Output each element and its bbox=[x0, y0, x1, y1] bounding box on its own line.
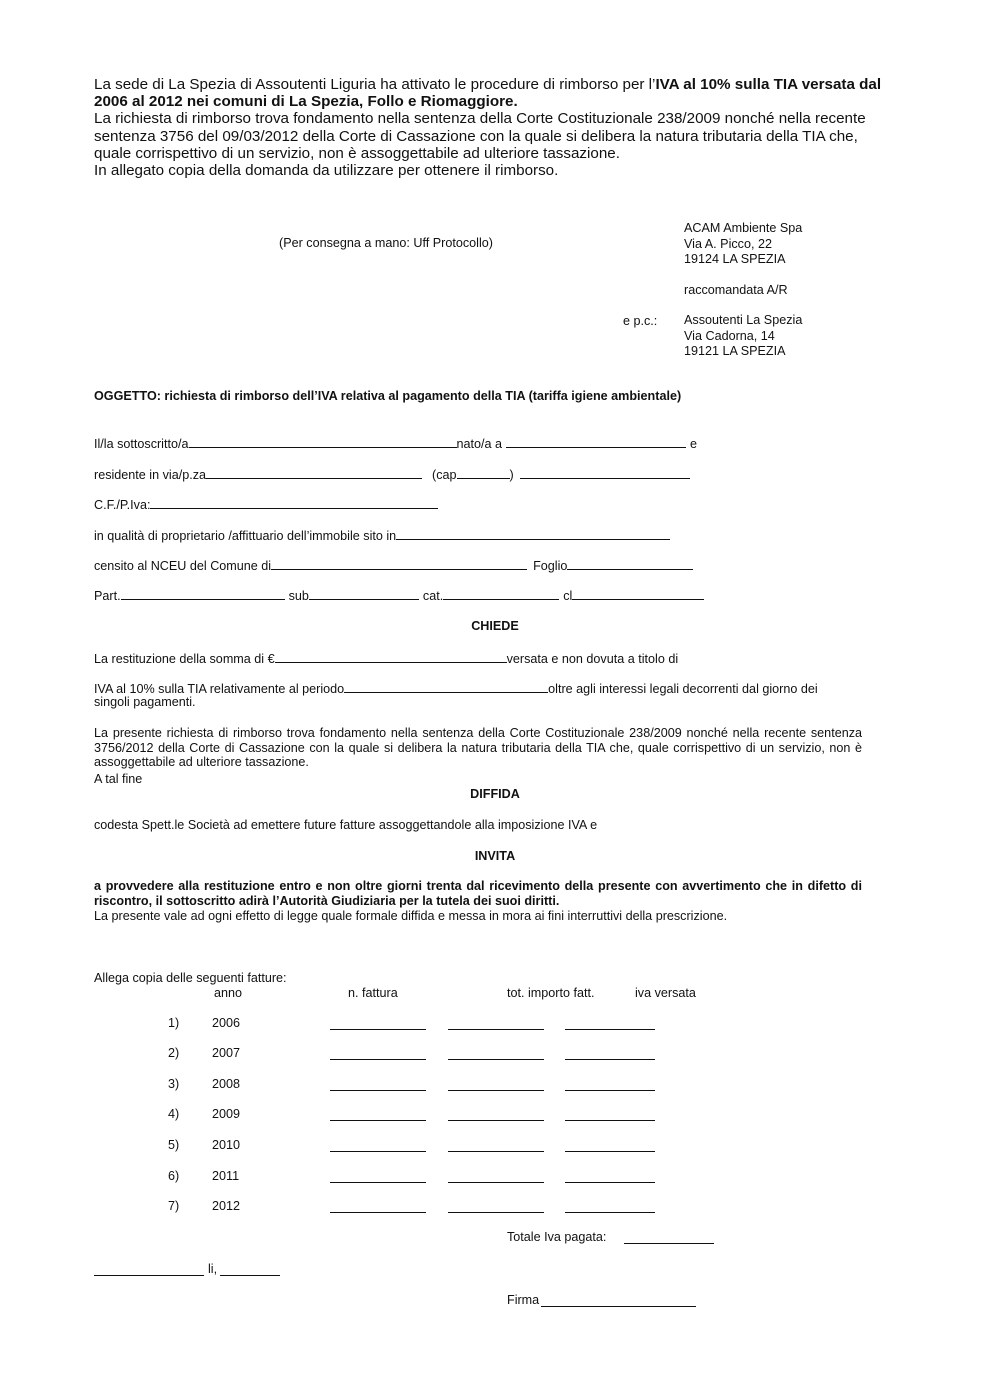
intro-paragraph-2: La richiesta di rimborso trova fondamento nella sentenza della Corte Costituzionale 238/2009 nonché nella recente sentenza 3756 del 09/03/2012 della Corte di Cassazione con la quale si delibera la natura tributaria della TIA che, quale corrispettivo di un servizio, non è assoggettabile ad ulteriore tassazione. bbox=[94, 110, 866, 162]
row-year: 2006 bbox=[212, 1016, 241, 1030]
field-importo[interactable] bbox=[448, 1029, 544, 1030]
form-row-cf bbox=[94, 496, 438, 512]
field-n-fattura[interactable] bbox=[330, 1151, 426, 1152]
label-censito: censito al NCEU del Comune di bbox=[94, 559, 272, 573]
field-n-fattura[interactable] bbox=[330, 1029, 426, 1030]
field-iva[interactable] bbox=[565, 1212, 655, 1213]
field-n-fattura[interactable] bbox=[330, 1212, 426, 1213]
row-number: 7) bbox=[168, 1199, 180, 1213]
field-iva[interactable] bbox=[565, 1120, 655, 1121]
field-somma[interactable] bbox=[275, 650, 507, 663]
label-cat: cat. bbox=[422, 589, 444, 603]
field-residente-extra[interactable] bbox=[520, 466, 690, 479]
heading-invita: INVITA bbox=[474, 849, 516, 863]
field-cl[interactable] bbox=[572, 587, 704, 600]
row-number: 5) bbox=[168, 1138, 180, 1152]
header-importo: tot. importo fatt. bbox=[507, 986, 595, 1000]
row-number: 2) bbox=[168, 1046, 180, 1060]
field-importo[interactable] bbox=[448, 1120, 544, 1121]
label-restituzione: La restituzione della somma di € bbox=[94, 652, 275, 666]
diffida-text: codesta Spett.le Società ad emettere future fatture assoggettandole alla imposizione IVA e bbox=[94, 818, 598, 832]
intro-paragraph-3: In allegato copia della domanda da utilizzare per ottenere il rimborso. bbox=[94, 162, 559, 180]
cc-city: 19121 LA SPEZIA bbox=[684, 344, 786, 358]
recipient-street: Via A. Picco, 22 bbox=[684, 236, 772, 251]
row-number: 1) bbox=[168, 1016, 180, 1030]
totale-iva-label: Totale Iva pagata: bbox=[507, 1230, 607, 1244]
row-number: 4) bbox=[168, 1107, 180, 1121]
field-importo[interactable] bbox=[448, 1182, 544, 1183]
a-tal-fine: A tal fine bbox=[94, 772, 143, 786]
label-firma: Firma bbox=[507, 1293, 540, 1307]
recipient-name: ACAM Ambiente Spa bbox=[684, 221, 803, 235]
field-iva[interactable] bbox=[565, 1059, 655, 1060]
cc-label: e p.c.: bbox=[623, 314, 658, 328]
row-year: 2007 bbox=[212, 1046, 241, 1060]
recipient-city: 19124 LA SPEZIA bbox=[684, 252, 786, 266]
label-nato: nato/a a bbox=[456, 437, 503, 451]
field-n-fattura[interactable] bbox=[330, 1090, 426, 1091]
field-importo[interactable] bbox=[448, 1090, 544, 1091]
row-year: 2010 bbox=[212, 1138, 241, 1152]
delivery-note: (Per consegna a mano: Uff Protocollo) bbox=[279, 236, 493, 250]
heading-diffida: DIFFIDA bbox=[470, 787, 520, 801]
recipient-address bbox=[684, 221, 802, 268]
field-n-fattura[interactable] bbox=[330, 1120, 426, 1121]
field-cat[interactable] bbox=[443, 587, 559, 600]
field-firma[interactable] bbox=[541, 1306, 696, 1307]
field-cap[interactable] bbox=[457, 466, 510, 479]
row-year: 2008 bbox=[212, 1077, 241, 1091]
field-sottoscritto[interactable] bbox=[189, 435, 457, 448]
field-importo[interactable] bbox=[448, 1059, 544, 1060]
singoli-pagamenti: singoli pagamenti. bbox=[94, 695, 196, 709]
form-row-restituzione bbox=[94, 650, 678, 666]
field-periodo[interactable] bbox=[344, 680, 548, 693]
field-importo[interactable] bbox=[448, 1151, 544, 1152]
label-cf: C.F./P.Iva: bbox=[94, 498, 151, 512]
form-row-sottoscritto bbox=[94, 435, 697, 451]
intro-text-bold: IVA al 10% sulla TIA versata dal 2006 al 2012 nei comuni di La Spezia, Follo e Riomaggiore. bbox=[94, 76, 882, 111]
heading-chiede: CHIEDE bbox=[471, 619, 519, 633]
label-cap: (cap bbox=[432, 468, 457, 482]
field-totale-iva[interactable] bbox=[624, 1243, 714, 1244]
invita-paragraph: La presente vale ad ogni effetto di legge quale formale diffida e messa in mora ai fini interruttivi della prescrizione. bbox=[94, 909, 728, 923]
field-nato[interactable] bbox=[506, 435, 686, 448]
subject-line: OGGETTO: richiesta di rimborso dell’IVA relativa al pagamento della TIA (tariffa igiene ambientale) bbox=[94, 389, 682, 403]
field-comune[interactable] bbox=[271, 557, 527, 570]
label-e: e bbox=[690, 437, 698, 451]
intro-text bbox=[94, 76, 884, 179]
label-oltre: oltre agli interessi legali decorrenti dal giorno dei bbox=[548, 682, 818, 696]
cc-name: Assoutenti La Spezia bbox=[684, 313, 803, 327]
field-importo[interactable] bbox=[448, 1212, 544, 1213]
field-iva[interactable] bbox=[565, 1090, 655, 1091]
label-foglio: Foglio bbox=[533, 559, 568, 573]
label-cl: cl bbox=[563, 589, 573, 603]
field-sub[interactable] bbox=[309, 587, 419, 600]
label-qualita: in qualità di proprietario /affittuario dell’immobile sito in bbox=[94, 529, 397, 543]
field-n-fattura[interactable] bbox=[330, 1059, 426, 1060]
field-residente[interactable] bbox=[206, 466, 422, 479]
field-iva[interactable] bbox=[565, 1029, 655, 1030]
field-data[interactable] bbox=[220, 1275, 280, 1276]
form-row-qualita bbox=[94, 527, 670, 543]
cc-street: Via Cadorna, 14 bbox=[684, 328, 775, 343]
label-sub: sub bbox=[288, 589, 309, 603]
allegati-intro: Allega copia delle seguenti fatture: bbox=[94, 971, 287, 985]
field-n-fattura[interactable] bbox=[330, 1182, 426, 1183]
row-number: 6) bbox=[168, 1169, 180, 1183]
field-part[interactable] bbox=[121, 587, 285, 600]
form-row-censito bbox=[94, 557, 693, 573]
row-year: 2009 bbox=[212, 1107, 241, 1121]
label-cap-close: ) bbox=[509, 468, 514, 482]
field-cf[interactable] bbox=[150, 496, 438, 509]
label-versata: versata e non dovuta a titolo di bbox=[506, 652, 679, 666]
field-iva[interactable] bbox=[565, 1182, 655, 1183]
form-row-periodo bbox=[94, 680, 818, 696]
cc-address bbox=[684, 313, 802, 360]
field-iva[interactable] bbox=[565, 1151, 655, 1152]
intro-paragraph-1 bbox=[94, 76, 884, 110]
field-immobile[interactable] bbox=[396, 527, 670, 540]
row-year: 2011 bbox=[212, 1169, 240, 1183]
header-n-fattura: n. fattura bbox=[348, 986, 398, 1000]
row-year: 2012 bbox=[212, 1199, 241, 1213]
form-row-residente bbox=[94, 466, 690, 482]
header-anno: anno bbox=[214, 986, 243, 1000]
intro-text-normal: La sede di La Spezia di Assoutenti Liguria ha attivato le procedure di rimborso per l’ bbox=[94, 76, 656, 93]
label-residente: residente in via/p.za bbox=[94, 468, 207, 482]
field-foglio[interactable] bbox=[567, 557, 693, 570]
label-part: Part. bbox=[94, 589, 121, 603]
fondamento-paragraph: La presente richiesta di rimborso trova fondamento nella sentenza della Corte Costituzionale 238/2009 nonché nella recente sentenza 3756/2012 della Corte di Cassazione con la quale si delibera la natura tributaria della TIA che, quale corrispettivo di un servizio, non è assoggettabile ad ulteriore tassazione. bbox=[94, 726, 862, 770]
row-number: 3) bbox=[168, 1077, 180, 1091]
header-iva-versata: iva versata bbox=[635, 986, 696, 1000]
label-sottoscritto: Il/la sottoscritto/a bbox=[94, 437, 189, 451]
invita-bold-paragraph: a provvedere alla restituzione entro e non oltre giorni trenta dal ricevimento della presente con avvertimento che in difetto di riscontro, il sottoscritto adirà l’Autorità Giudiziaria per la tutela dei suoi diritti. bbox=[94, 879, 862, 908]
delivery-method: raccomandata A/R bbox=[684, 283, 788, 297]
field-luogo[interactable] bbox=[94, 1275, 204, 1276]
label-periodo: IVA al 10% sulla TIA relativamente al periodo bbox=[94, 682, 345, 696]
label-li: li, bbox=[208, 1262, 218, 1276]
form-row-part bbox=[94, 587, 704, 603]
